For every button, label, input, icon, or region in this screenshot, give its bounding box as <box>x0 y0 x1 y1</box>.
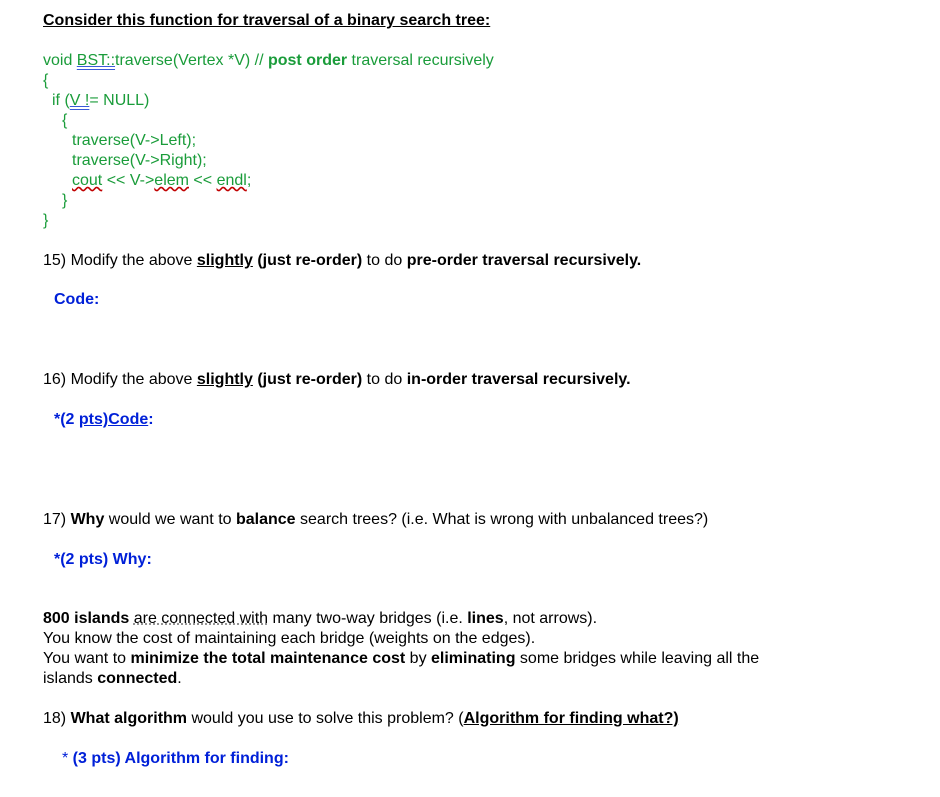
q17-balance: balance <box>235 511 296 528</box>
q17-rest: search trees? (i.e. What is wrong with unbalanced trees?) <box>295 511 709 528</box>
islands-lines: lines <box>467 610 504 627</box>
q16-num: 16) Modify the above <box>43 371 197 388</box>
islands-connected: connected <box>97 670 178 687</box>
islands-line-1 <box>43 609 597 629</box>
q16-answer-label <box>54 410 154 430</box>
q15-answer-label: Code: <box>54 291 100 308</box>
question-18 <box>43 709 679 729</box>
q16-reorder: (just re-order) <box>252 371 363 388</box>
q17-why: Why <box>70 511 105 528</box>
islands-count: 800 islands <box>43 610 130 627</box>
q16-ans-pts: pts)Code <box>78 411 149 428</box>
code-if-line <box>52 91 149 111</box>
q18-mid: would you use to solve this problem? ( <box>187 710 464 727</box>
q15-task: pre-order traversal recursively. <box>406 252 642 269</box>
question-15 <box>43 251 641 271</box>
code-if-v: V ! <box>69 92 90 109</box>
code-traverse-right: traverse(V->Right); <box>72 152 207 169</box>
q15-to-do: to do <box>362 252 407 269</box>
islands-minimize: minimize the total maintenance cost <box>130 650 406 667</box>
code-cout-mid: << V-> <box>102 172 155 189</box>
q18-answer-label <box>62 749 289 769</box>
question-16 <box>43 370 631 390</box>
q16-ans-colon: : <box>148 411 154 428</box>
code-if-post: = NULL) <box>89 92 150 109</box>
code-cout-mid2: << <box>188 172 217 189</box>
islands-line-4 <box>43 669 182 689</box>
q18-ans-rest: (3 pts) Algorithm for finding: <box>72 750 289 767</box>
q17-num: 17) <box>43 511 71 528</box>
islands-l3-pre: You want to <box>43 650 131 667</box>
code-comment-bold: post order <box>267 52 348 69</box>
code-cout-end: ; <box>246 172 252 189</box>
code-inner-close: } <box>62 192 68 209</box>
code-if-pre: if ( <box>52 92 70 109</box>
q16-to-do: to do <box>362 371 407 388</box>
islands-connected-with: are connected with <box>133 610 269 627</box>
islands-line-2: You know the cost of maintaining each bridge (weights on the edges). <box>43 630 536 647</box>
q16-ans-star: *(2 <box>54 411 79 428</box>
q18-hint: Algorithm for finding what?) <box>463 710 679 727</box>
code-traverse: traverse(Vertex *V) // <box>115 52 268 69</box>
islands-l1-rest: many two-way bridges (i.e. <box>268 610 468 627</box>
islands-l1-end: , not arrows). <box>503 610 598 627</box>
islands-line-3 <box>43 649 759 669</box>
q15-slightly: slightly <box>196 252 253 269</box>
code-endl: endl <box>216 172 247 189</box>
q17-answer-label: *(2 pts) Why: <box>54 551 152 568</box>
q15-num: 15) Modify the above <box>43 252 197 269</box>
islands-l4-pre: islands <box>43 670 98 687</box>
code-bst-scope: BST:: <box>76 52 116 69</box>
section-heading: Consider this function for traversal of a binary search tree: <box>43 12 491 29</box>
code-cout: cout <box>72 172 103 189</box>
code-brace-close: } <box>43 212 49 229</box>
islands-l4-end: . <box>177 670 182 687</box>
code-brace-open: { <box>43 72 49 89</box>
code-void: void <box>43 52 77 69</box>
code-elem: elem <box>154 172 189 189</box>
q16-slightly: slightly <box>196 371 253 388</box>
code-comment-rest: traversal recursively <box>347 52 494 69</box>
question-17 <box>43 510 708 530</box>
q18-ans-star: * <box>62 750 73 767</box>
islands-eliminating: eliminating <box>431 650 516 667</box>
q16-task: in-order traversal recursively. <box>406 371 631 388</box>
code-traverse-left: traverse(V->Left); <box>72 132 197 149</box>
q18-what-algorithm: What algorithm <box>70 710 188 727</box>
q17-mid: would we want to <box>104 511 236 528</box>
q18-num: 18) <box>43 710 71 727</box>
function-signature <box>43 51 494 71</box>
code-inner-open: { <box>62 112 68 129</box>
islands-l3-end: some bridges while leaving all the <box>515 650 760 667</box>
islands-l3-mid: by <box>405 650 432 667</box>
code-cout-line <box>72 171 251 191</box>
q15-reorder: (just re-order) <box>252 252 363 269</box>
